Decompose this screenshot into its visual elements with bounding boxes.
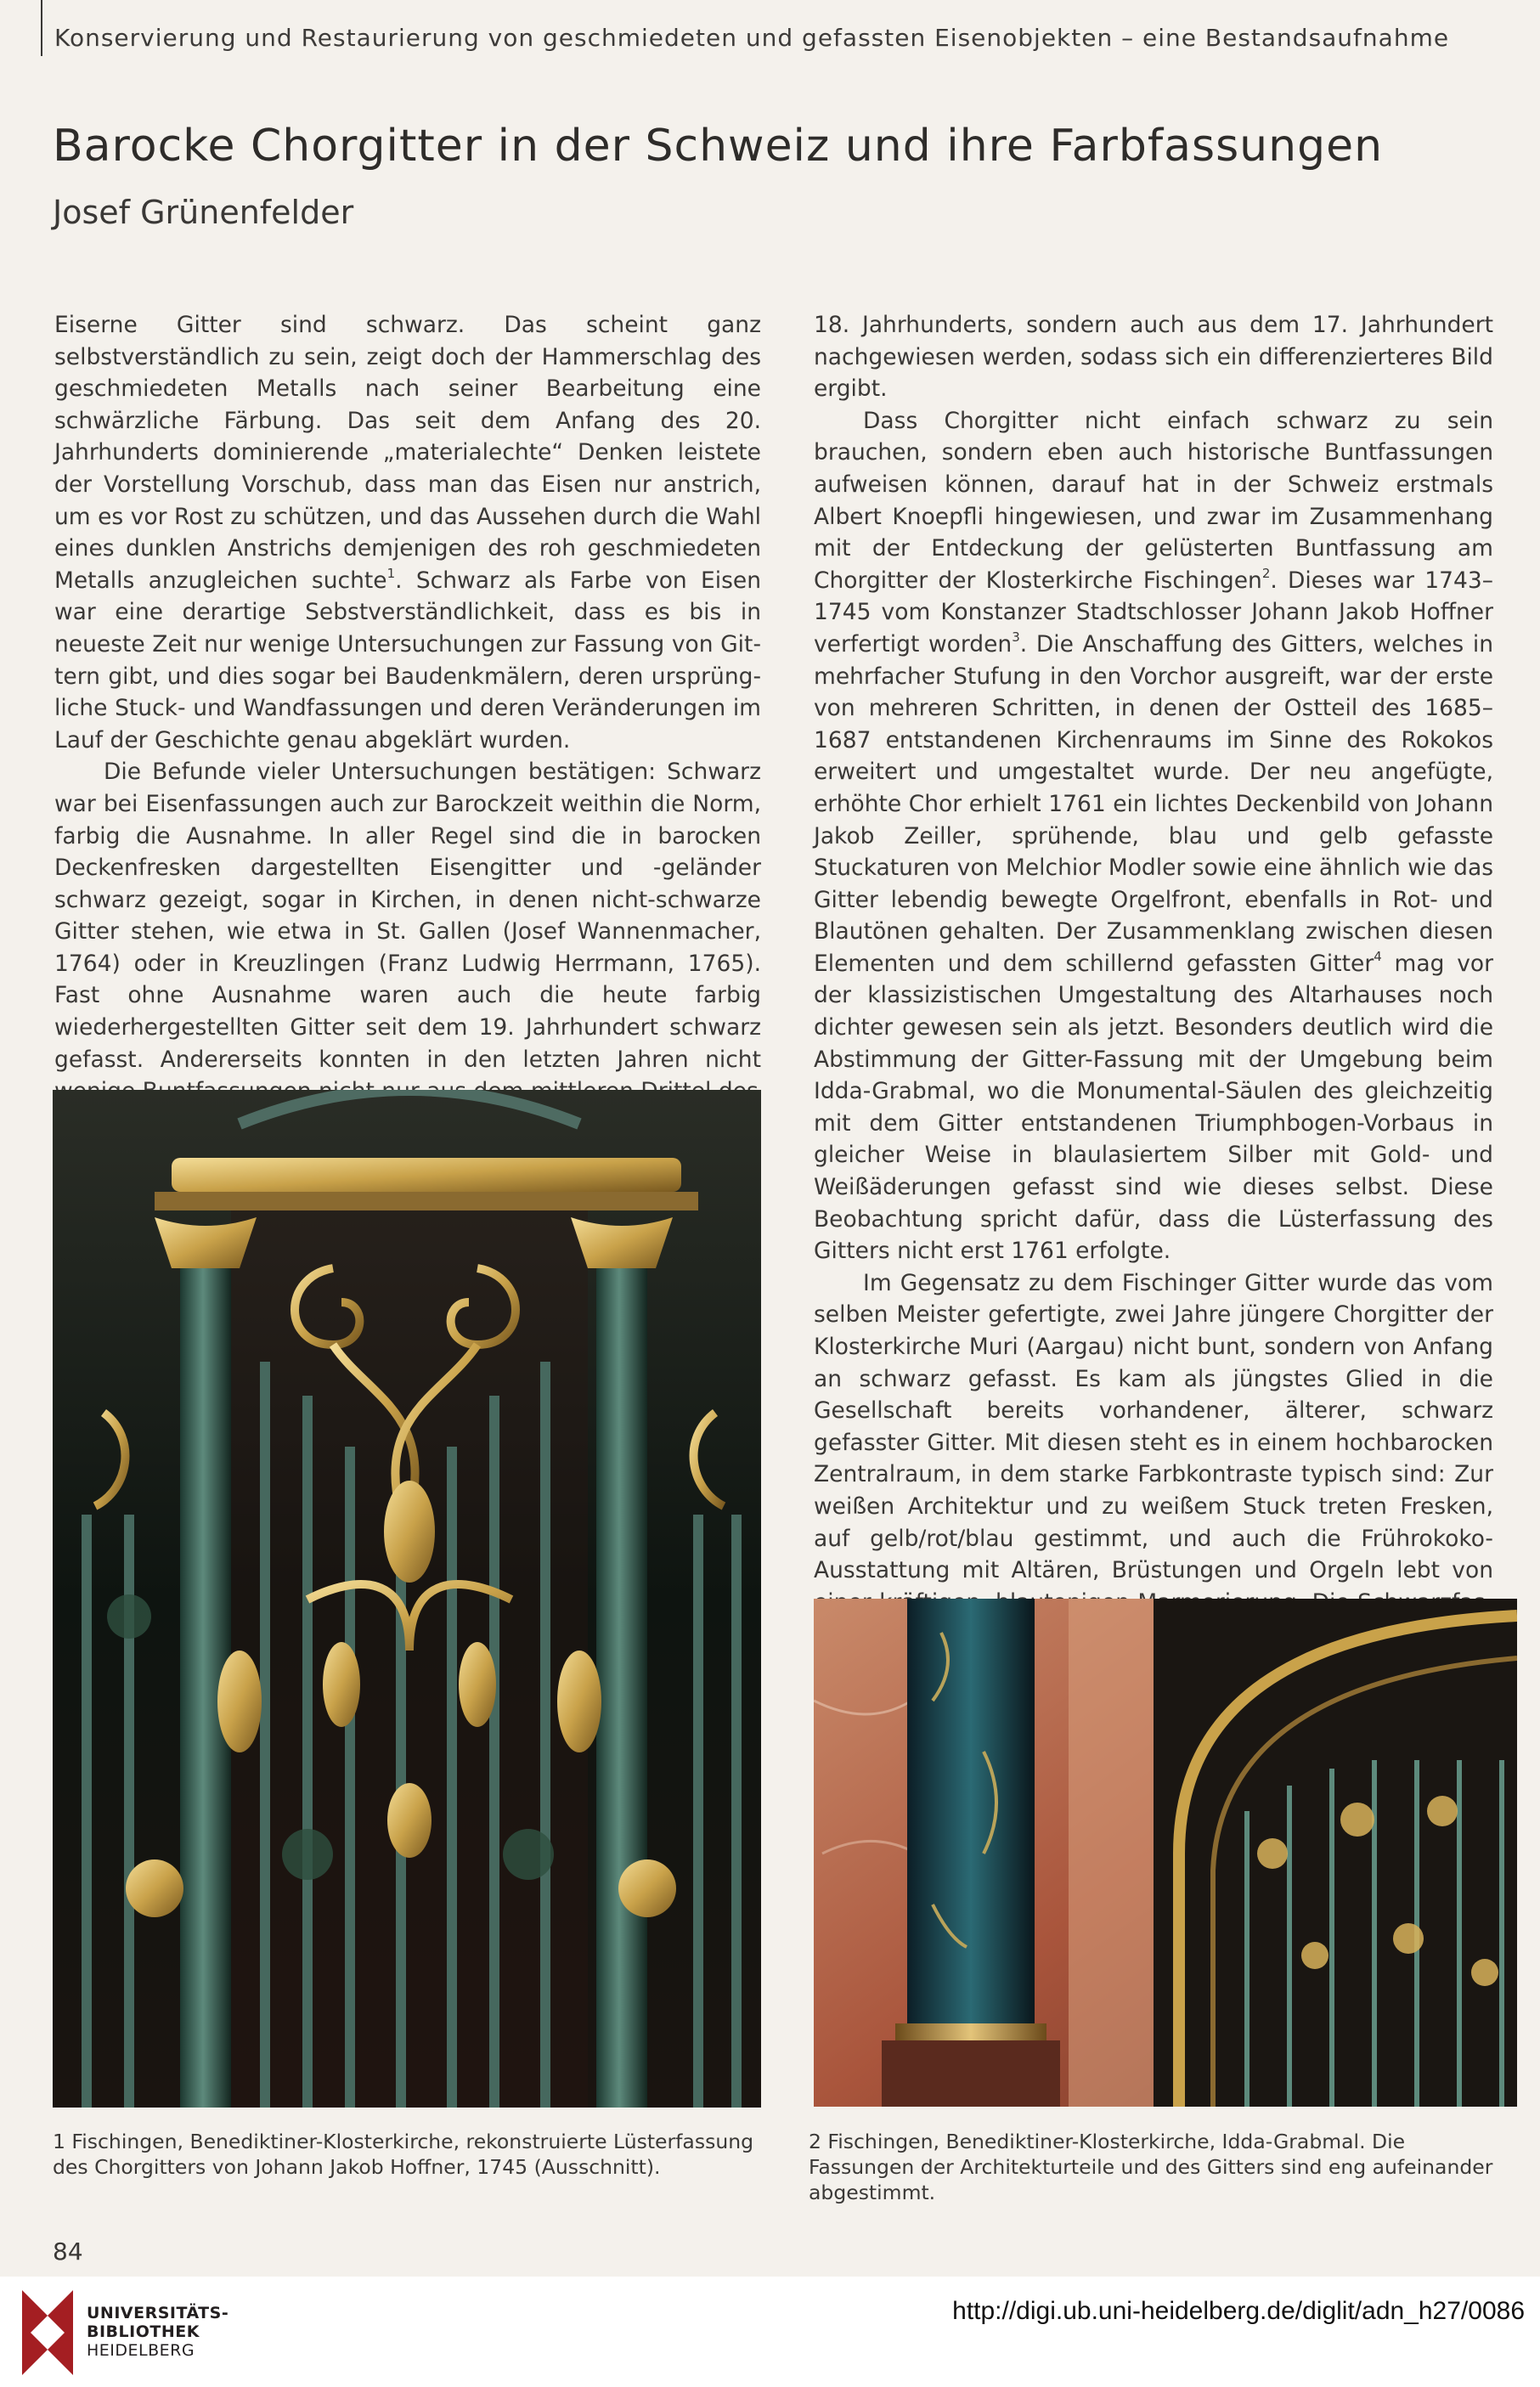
footnote-ref: 1	[386, 565, 396, 581]
library-logo-icon	[15, 2282, 80, 2380]
figure-2-caption: 2 Fischingen, Benediktiner-Klosterkirche, Idda-Grabmal. Die Fassungen der Architekturteile und des Gitters sind eng aufeinander abgestimmt.	[809, 2130, 1493, 2204]
library-name: UNIVERSITÄTS- BIBLIOTHEK HEIDELBERG	[87, 2304, 229, 2360]
footer-bar	[0, 2277, 1540, 2387]
figure-2-photo	[814, 1599, 1517, 2107]
article-title: Barocke Chorgitter in der Schweiz und ihre Farbfassungen	[53, 121, 1384, 172]
paragraph: Die Befunde vieler Untersuchungen bestätigen: Schwarz war bei Eisenfassungen auch zur Barockzeit weithin die Norm, farbig die Ausnahme. In aller Regel sind die in barocken Deckenfresken dargestellten Eisengitter und -geländer schwarz gezeigt, sogar in Kirchen, in denen nicht-schwarze Gitter stehen, wie etwa in St. Gallen (Josef Wannenmacher, 1764) oder in Kreuzlingen (Franz Ludwig Herrmann, 1765). Fast ohne Ausnahme waren auch die heute farbig wiederhergestellten Gitter seit dem 19. Jahrhundert schwarz gefasst. Andererseits konnten in den letzten Jahren nicht	[54, 759, 761, 1073]
footnote-ref: 2	[1261, 565, 1271, 581]
page-number: 84	[53, 2237, 83, 2266]
footnote-ref: 4	[1374, 948, 1382, 964]
article-author: Josef Grünenfelder	[53, 194, 354, 231]
paragraph: 18. Jahrhunderts, sondern auch aus dem 17. Jahrhundert nachgewiesen werden, sodass sich ein differenzierteres Bild ergibt.	[814, 312, 1493, 403]
figure-1-photo	[53, 1090, 761, 2108]
right-column	[814, 309, 1493, 1747]
source-url-link[interactable]: http://digi.ub.uni-heidelberg.de/diglit/adn_h27/0086	[952, 2297, 1525, 2325]
paragraph: Im Gegensatz zu dem Fischinger Gitter wurde das vom selben Meister gefertigte, zwei Jahre jüngere Chorgitter der Klosterkirche Muri (Aargau) nicht bunt, sondern von Anfang an schwarz gefasst. Es kam als jüngstes Glied in die Gesellschaft bereits vorhandener, älterer, schwarz gefasster Gitter. Mit diesen steht es in einem hochbarocken Zentralraum, in dem starke Farbkontraste typisch sind: Zur weißen Architektur und zu weißem Stuck treten Fresken, auf gelb/rot/blau gestimmt, und auch die Frührokoko-Ausstattung mit Altären, Brüstungen und Orgeln lebt von	[814, 1269, 1493, 1584]
footnote-ref: 3	[1012, 629, 1020, 645]
paragraph: Dass Chorgitter nicht einfach schwarz zu sein brauchen, sondern eben auch historische Buntfassungen aufweisen können, darauf hat in der Schweiz erstmals Albert Knoepfli hingewiesen, und zwar im Zusammenhang mit der Entdeckung der gelüsterten Buntfassung am Chorgitter der Klosterkirche Fischingen$^2$. Dieses war 1743–1745 vom Konstanzer Stadtschlosser Johann Jakob Hoffner verfertigt worden$^3$. Die Anschaffung des Gitters, welches in mehrfacher Stufung in den Vorchor ausgreift, war der erste von mehreren Schritten, in denen der Ostteil des 1685–1687 entstandenen Kirchenraums im Sinne des Rokokos erweitert und umgestaltet wurde. Der neu angefügte, erhöhte Chor erhielt 1761 ein lichtes Deckenbild von Johann Jakob Zeiller, sprühende, blau und gelb gefasste Stuckaturen von Melchior Modler sowie eine ähnlich wie das Gitter lebendig bewegte Orgelfront, ebenfalls in Rot- und Blautönen gehalten. Der Zusammenklang zwischen diesen Elementen und dem schillernd gefassten Gitter$^4$ mag vor der klassizistischen Umgestaltung des Altarhauses noch dichter gewesen sein als jetzt. Besonders deutlich wird die Abstimmung der Gitter-Fassung mit der Umgebung beim Idda-Grabmal, wo die Monumental-Säulen des gleichzeitig mit dem Gitter entstandenen Triumphbogen-Vorbaus in gleicher Weise in blaulasiertem Silber mit Gold- und Weißäderungen gefasst sind wie dieses selbst. Diese Beobachtung spricht dafür, dass die Lüsterfassung des Gitters nicht erst 1761 erfolgte.	[814, 407, 1493, 1265]
running-head: Konservierung und Restaurierung von geschmiedeten und gefassten Eisenobjekten – eine Bestandsaufnahme	[54, 24, 1450, 52]
figure-1-caption: 1 Fischingen, Benediktiner-Klosterkirche, rekonstruierte Lüsterfassung des Chorgitters von Johann Jakob Hoffner, 1745 (Ausschnitt).	[53, 2130, 754, 2179]
header-rule	[41, 0, 42, 56]
left-column	[54, 309, 761, 1108]
paragraph: Eiserne Gitter sind schwarz. Das scheint ganz selbstverständlich zu sein, zeigt doch der Hammerschlag des geschmiedeten Metalls nach seiner Bearbeitung eine schwärzliche Färbung. Das seit dem Anfang des 20. Jahrhunderts dominierende „materialechte“ Denken leistete der Vorstellung Vorschub, dass man das Eisen nur anstrich, um es vor Rost zu schützen, und das Aussehen durch die Wahl eines dunklen Anstrichs demjenigen des roh geschmiedeten Metalls anzugleichen suchte$^1$. Schwarz als Farbe von Eisen war eine derartige Sebstverständlichkeit, dass es bis in neueste Zeit nur wenige Untersuchungen zur Fassung von Gittern gibt, und dies sogar bei Baudenkmälern, deren ursprüngliche Stuck- und Wandfassungen und deren Veränderungen im Lauf der Geschichte genau abgeklärt wurden.	[54, 312, 761, 753]
